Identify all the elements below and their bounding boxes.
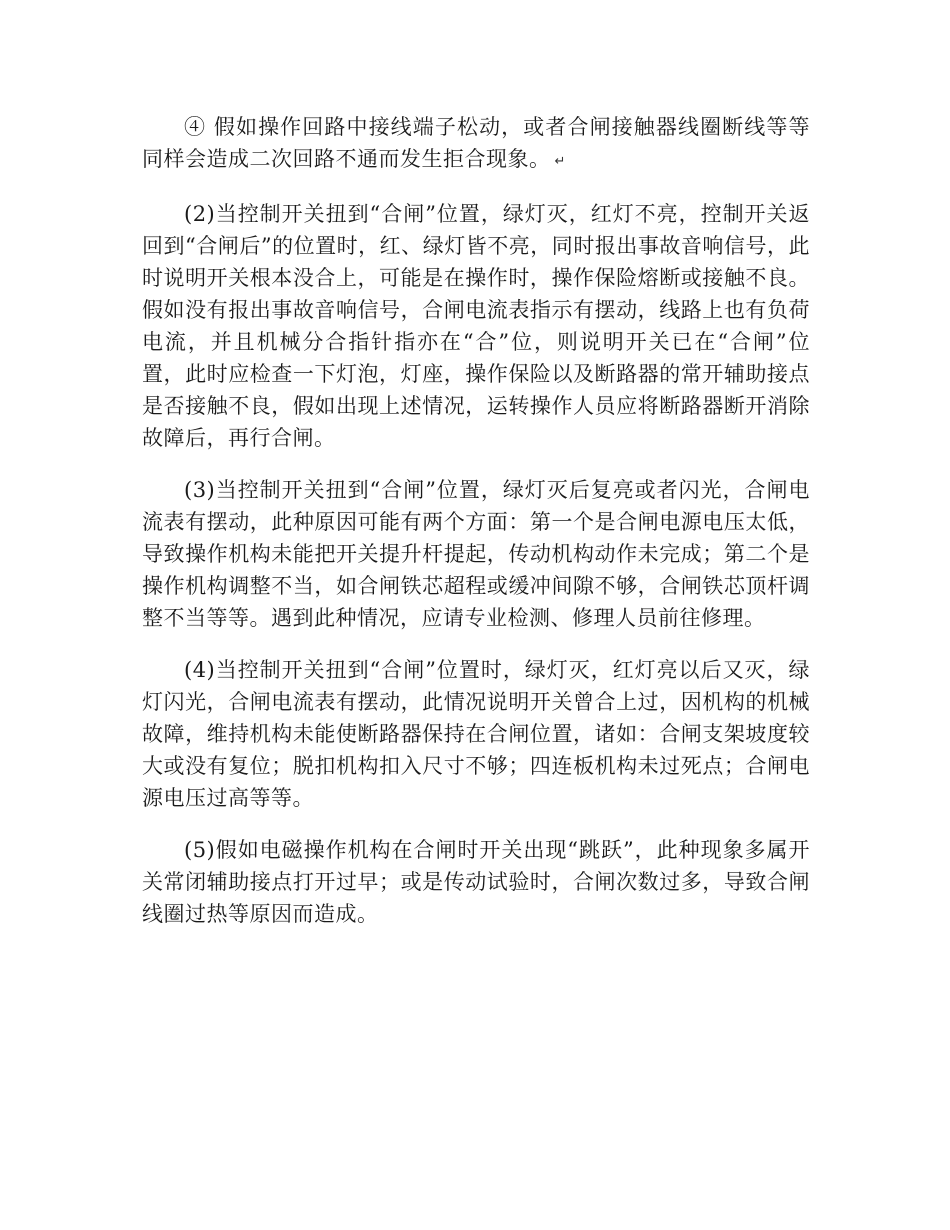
- paragraph-1: [142, 111, 810, 178]
- paragraph-4: (4)当控制开关扭到“合闸”位置时，绿灯灭，红灯亮以后又灭，绿灯闪光，合闸电流表有摆动，此情况说明开关曾合上过，因机构的机械故障，维持机构未能使断路器保持在合闸位置，诸如：合闸支架坡度较大或没有复位；脱扣机构扣入尺寸不够；四连板机构未过死点；合闸电源电压过高等等。: [142, 658, 810, 810]
- paragraph-1-text: ④ 假如操作回路中接线端子松动，或者合闸接触器线圈断线等等同样会造成二次回路不通而发生拒合现象。: [142, 115, 810, 171]
- paragraph-2: (2)当控制开关扭到“合闸”位置，绿灯灭，红灯不亮，控制开关返回到“合闸后”的位置时，红、绿灯皆不亮，同时报出事故音响信号，此时说明开关根本没合上，可能是在操作时，操作保险熔断或接触不良。假如没有报出事故音响信号，合闸电流表指示有摆动，线路上也有负荷电流，并且机械分合指针指亦在“合”位，则说明开关已在“合闸”位置，此时应检查一下灯泡，灯座，操作保险以及断路器的常开辅助接点是否接触不良，假如出现上述情况，运转操作人员应将断路器断开消除故障后，再行合闸。: [142, 202, 810, 450]
- paragraph-3: (3)当控制开关扭到“合闸”位置，绿灯灭后复亮或者闪光，合闸电流表有摆动，此种原因可能有两个方面：第一个是合闸电源电压太低，导致操作机构未能把开关提升杆提起，传动机构动作未完成；第二个是操作机构调整不当，如合闸铁芯超程或缓冲间隙不够，合闸铁芯顶杆调整不当等等。遇到此种情况，应请专业检测、修理人员前往修理。: [142, 478, 810, 630]
- paragraph-mark-icon: ↵: [554, 154, 566, 169]
- document-body: [142, 111, 810, 950]
- paragraph-5: (5)假如电磁操作机构在合闸时开关出现“跳跃”，此种现象多属开关常闭辅助接点打开过早；或是传动试验时，合闸次数过多，导致合闸线圈过热等原因而造成。: [142, 838, 810, 926]
